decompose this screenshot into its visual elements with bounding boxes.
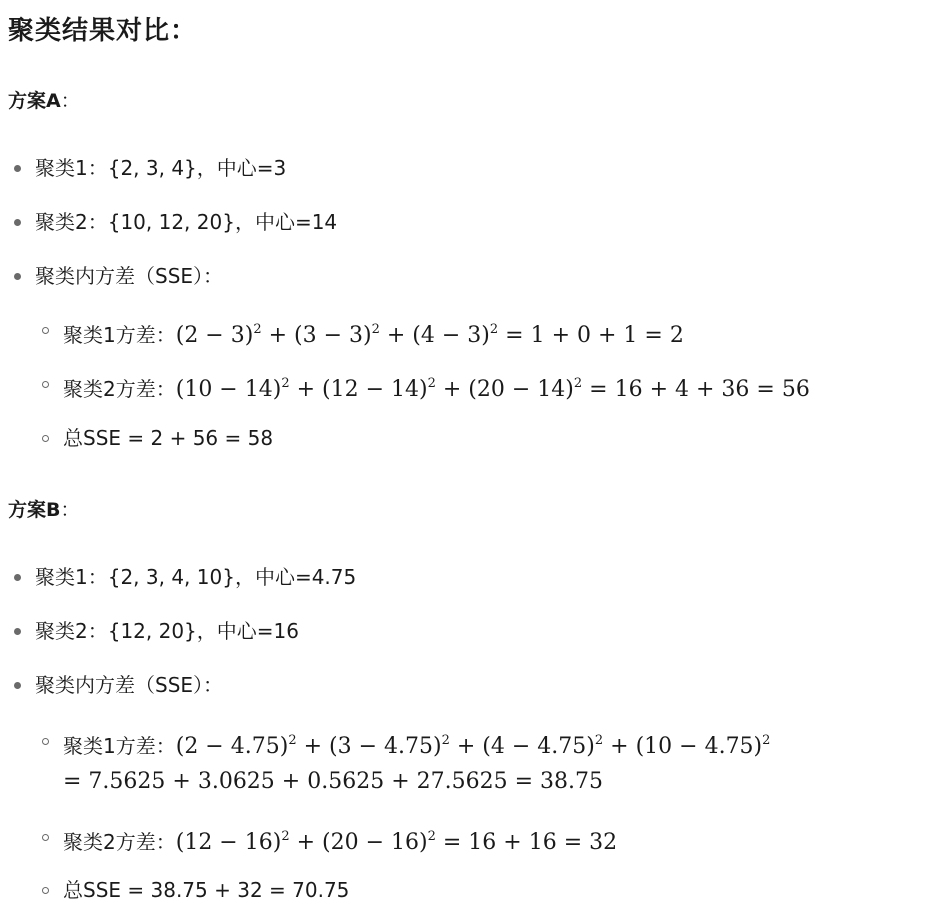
scheme-a-sub-1 [63,316,684,350]
scheme-b-item-1: 聚类1：{2, 3, 4, 10}，中心=4.75 [35,565,357,589]
bullet-ring [42,738,49,745]
math-expression: $(2 - 3)^2 + (3 - 3)^2 + (4 - 3)^2 = 1 + 0 + 1 = 2$ [175,322,684,348]
scheme-b-sub-2 [63,823,617,857]
sub-label: 聚类1方差： [63,734,176,758]
scheme-b-sub-3: 总SSE = 38.75 + 32 = 70.75 [63,878,350,902]
bullet-ring [42,435,49,442]
scheme-a-sub-3: 总SSE = 2 + 56 = 58 [63,426,274,450]
scheme-b-item-2: 聚类2：{12, 20}，中心=16 [35,619,299,643]
scheme-b-label: 方案B [8,499,61,521]
math-expression: $(2 - 4.75)^2 + (3 - 4.75)^2 + (4 - 4.75)^2 + (10 - 4.75)^2$ [175,733,771,759]
bullet-dot [14,219,21,226]
bullet-ring [42,327,49,334]
scheme-a-item-2: 聚类2：{10, 12, 20}，中心=14 [35,210,338,234]
page-title: 聚类结果对比： [8,16,198,46]
scheme-a-item-3: 聚类内方差（SSE）： [35,264,224,288]
bullet-dot [14,273,21,280]
sub-label: 聚类1方差： [63,323,176,347]
scheme-a-label: 方案A [8,90,61,112]
bullet-dot [14,165,21,172]
scheme-b-sub-1 [63,727,770,761]
bullet-dot [14,574,21,581]
bullet-ring [42,887,49,894]
scheme-b-item-3: 聚类内方差（SSE）： [35,673,224,697]
scheme-a-sub-2 [63,370,810,404]
math-expression: $(10 - 14)^2 + (12 - 14)^2 + (20 - 14)^2 = 16 + 4 + 36 = 56$ [175,376,810,402]
sub-label: 聚类2方差： [63,830,176,854]
scheme-a-colon: ： [60,90,80,112]
scheme-a-item-1: 聚类1：{2, 3, 4}，中心=3 [35,156,287,180]
sub-label: 聚类2方差： [63,377,176,401]
bullet-dot [14,682,21,689]
scheme-b-colon: ： [60,499,80,521]
scheme-b-heading [8,495,80,522]
scheme-a-heading [8,86,80,113]
bullet-ring [42,834,49,841]
math-expression: $(12 - 16)^2 + (20 - 16)^2 = 16 + 16 = 32$ [175,829,618,855]
math-continuation: = 7.5625 + 3.0625 + 0.5625 + 27.5625 = 38.75 [63,769,603,794]
bullet-dot [14,628,21,635]
bullet-ring [42,381,49,388]
